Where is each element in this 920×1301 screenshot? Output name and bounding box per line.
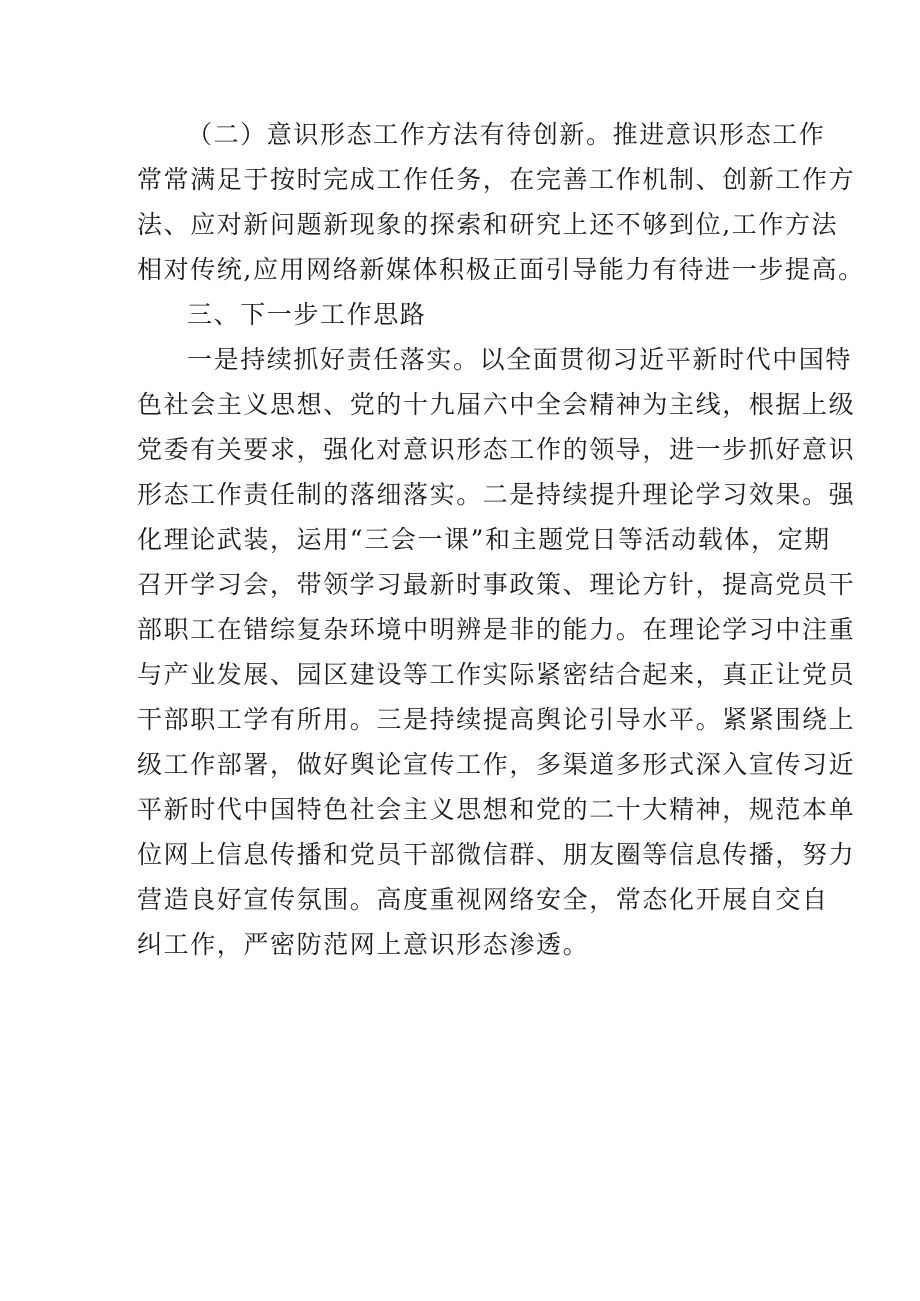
text-line: 色社会主义思想、党的十九届六中全会精神为主线，根据上级 (137, 390, 856, 419)
text-line: 部职工在错综复杂环境中明辨是非的能力。在理论学习中注重 (137, 615, 856, 644)
text-line: 位网上信息传播和党员干部微信群、朋友圈等信息传播，努力 (137, 840, 856, 869)
text-line: 营造良好宣传氛围。高度重视网络安全，常态化开展自交自 (137, 885, 829, 914)
paragraph-methods-innovation (137, 112, 865, 292)
text-line: 法、应对新问题新现象的探索和研究上还不够到位,工作方法 (137, 210, 839, 239)
text-line: 召开学习会，带领学习最新时事政策、理论方针，提高党员干 (137, 570, 856, 599)
text-line: 常常满足于按时完成工作任务，在完善工作机制、创新工作方 (137, 165, 856, 194)
text-line: 形态工作责任制的落细落实。二是持续提升理论学习效果。强 (137, 480, 856, 509)
text-line: （二）意识形态工作方法有待创新。推进意识形态工作 (187, 120, 826, 149)
document-body (137, 112, 865, 967)
text-line: 级工作部署，做好舆论宣传工作，多渠道多形式深入宣传习近 (137, 750, 856, 779)
text-line: 平新时代中国特色社会主义思想和党的二十大精神，规范本单 (137, 795, 856, 824)
text-line: 与产业发展、园区建设等工作实际紧密结合起来，真正让党员 (137, 660, 856, 689)
paragraph-next-steps (137, 337, 856, 967)
section-heading: 三、下一步工作思路 (187, 300, 427, 329)
text-line: 相对传统,应用网络新媒体积极正面引导能力有待进一步提高。 (137, 255, 865, 284)
text-line: 党委有关要求，强化对意识形态工作的领导，进一步抓好意识 (137, 435, 856, 464)
section-heading-next-steps (137, 292, 797, 337)
text-line: 纠工作，严密防范网上意识形态渗透。 (137, 930, 590, 959)
text-line: 一是持续抓好责任落实。以全面贯彻习近平新时代中国特 (187, 345, 853, 374)
text-line: 化理论武装，运用“三会一课”和主题党日等活动载体，定期 (137, 525, 831, 554)
text-line: 干部职工学有所用。三是持续提高舆论引导水平。紧紧围绕上 (137, 705, 856, 734)
